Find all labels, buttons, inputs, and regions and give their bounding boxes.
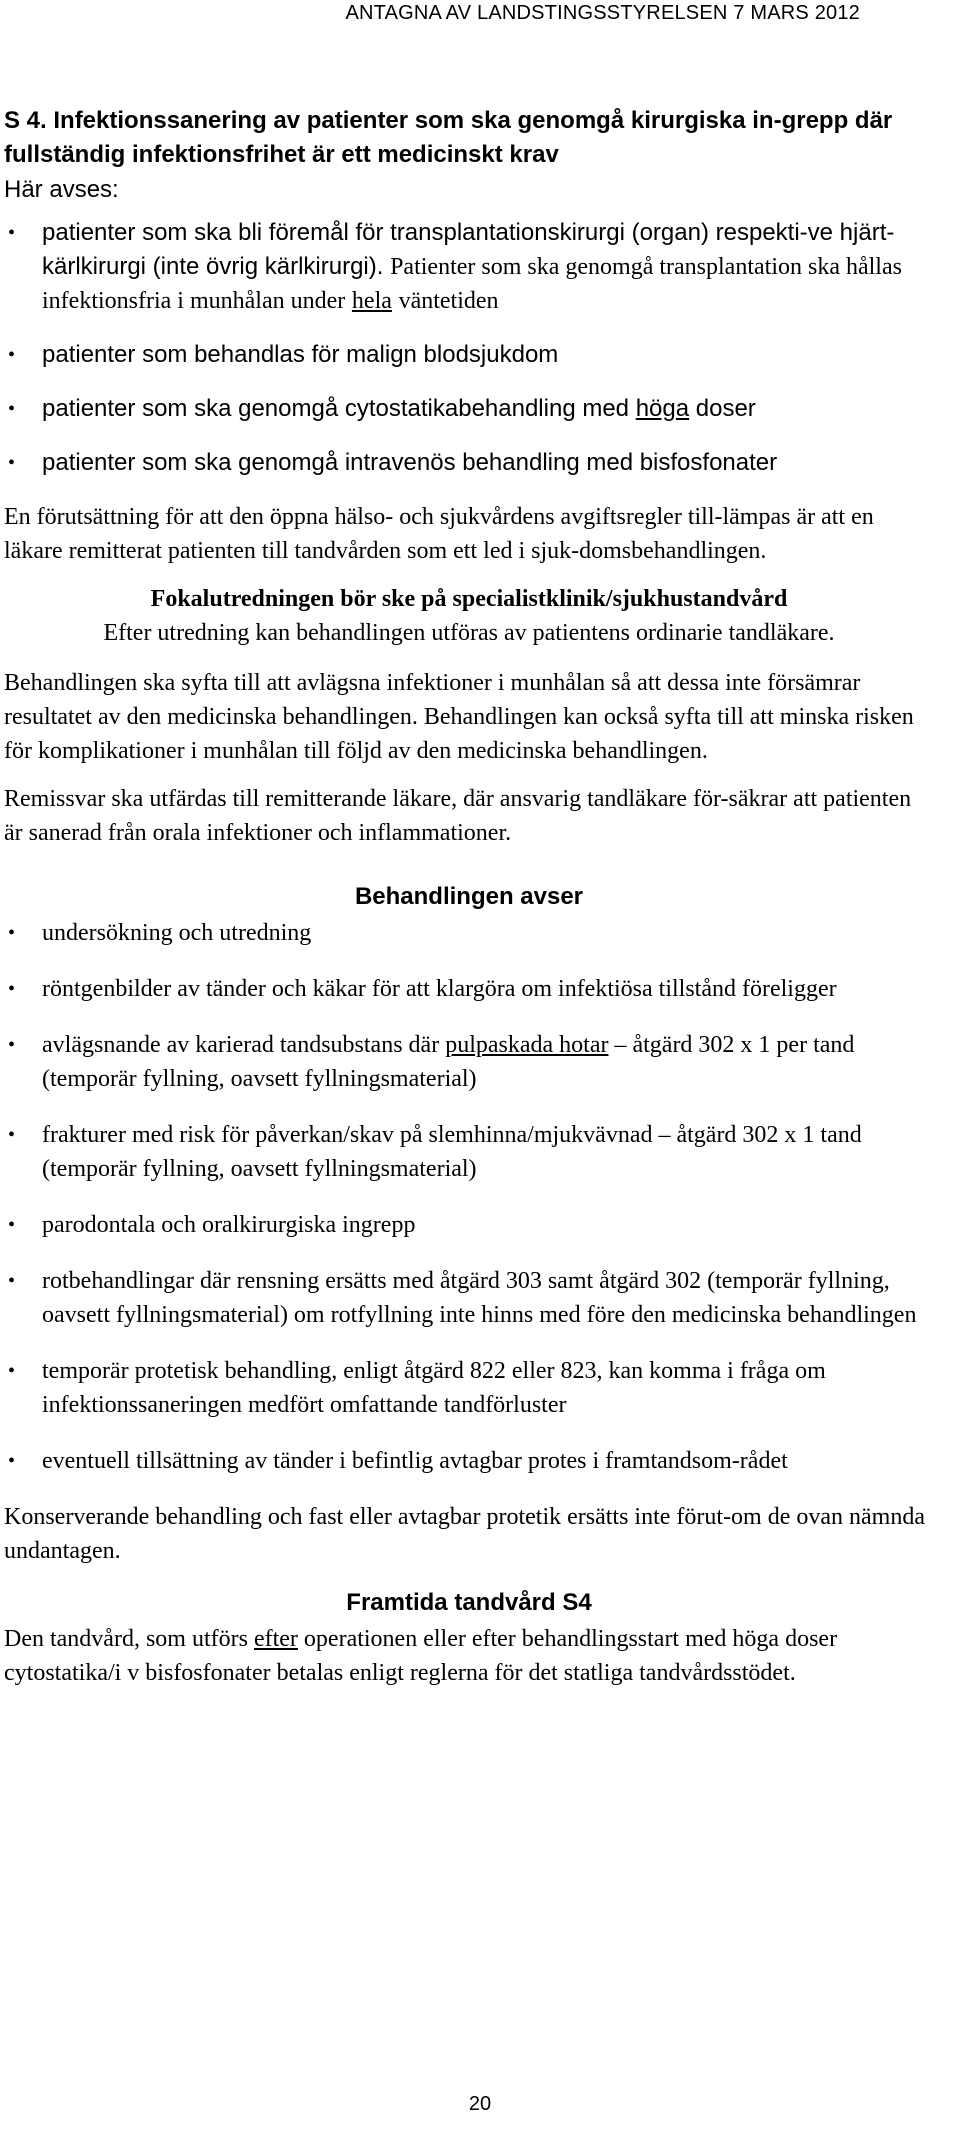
list-item (4, 1028, 934, 1096)
list-item (4, 916, 934, 950)
section-lead: Här avses: (4, 176, 119, 203)
list-item (4, 1118, 934, 1186)
list-item (4, 338, 934, 372)
patient-group-list (4, 216, 934, 480)
underlined-text: efter (253, 1626, 298, 1652)
list-item (4, 446, 934, 480)
list-item (4, 1354, 934, 1422)
page-content (4, 104, 934, 1704)
focal-text: Efter utredning kan behandlingen utföras av patientens ordinarie tandläkare. (103, 620, 835, 646)
item-text: eventuell tillsättning av tänder i befintlig avtagbar protes i framtandsom-rådet (42, 1448, 788, 1474)
page-number: 20 (468, 2093, 492, 2115)
item-text: avlägsnande av karierad tandsubstans där (42, 1032, 440, 1058)
item-text: doser (695, 395, 756, 422)
focal-title: Fokalutredningen bör ske på specialistklinik/sjukhustandvård (150, 586, 788, 612)
list-item (4, 1264, 934, 1332)
item-text: patienter som ska genomgå cytostatikabehandling med (42, 395, 630, 422)
paragraph: Remissvar ska utfärdas till remitterande läkare, där ansvarig tandläkare för-säkrar att patienten är sanerad från orala infektioner och inflammationer. (4, 786, 912, 846)
list-item (4, 1208, 934, 1242)
item-text: patienter som ska bli föremål för transplantationskirurgi (organ) respekti-ve hjärt-kärlkirurgi (inte övrig kärlkirurgi). (42, 219, 895, 280)
item-text: patienter som ska genomgå intravenös behandling med bisfosfonater (42, 449, 778, 476)
section-title: S 4. Infektionssanering av patienter som ska genomgå kirurgiska in-grepp där fullständig infektionsfrihet är ett medicinskt krav (4, 107, 893, 168)
future-text: Den tandvård, som utförs (4, 1626, 248, 1652)
treatment-list (4, 916, 934, 1478)
item-text: väntetiden (398, 288, 499, 314)
list-item (4, 1444, 934, 1478)
item-text: – åtgärd 302 x 1 per tand (temporär fyllning, oavsett fyllningsmaterial) (42, 1032, 855, 1092)
item-text: rotbehandlingar där rensning ersätts med åtgärd 303 samt åtgärd 302 (temporär fyllning, oavsett fyllningsmaterial) om rotfyllning inte hinns med före den medicinska behandlingen (42, 1268, 917, 1328)
item-text: parodontala och oralkirurgiska ingrepp (42, 1212, 416, 1238)
future-heading: Framtida tandvård S4 (346, 1589, 592, 1616)
item-text: undersökning och utredning (42, 920, 312, 946)
paragraph: En förutsättning för att den öppna hälso- och sjukvårdens avgiftsregler till-lämpas är att en läkare remitterat patienten till tandvården som ett led i sjuk-domsbehandlingen. (4, 504, 874, 564)
list-item (4, 972, 934, 1006)
item-text: röntgenbilder av tänder och käkar för att klargöra om infektiösa tillstånd föreligger (42, 976, 837, 1002)
item-text: frakturer med risk för påverkan/skav på slemhinna/mjukvävnad – åtgärd 302 x 1 tand (temporär fyllning, oavsett fyllningsmaterial) (42, 1122, 862, 1182)
paragraph: Behandlingen ska syfta till att avlägsna infektioner i munhålan så att dessa inte försämrar resultatet av den medicinska behandlingen. Behandlingen kan också syfta till att minska risken för komplikationer i munhålan till följd av den medicinska behandlingen. (4, 670, 914, 764)
underlined-text: pulpaskada hotar (445, 1032, 609, 1058)
underlined-text: hela (351, 288, 392, 314)
item-text: temporär protetisk behandling, enligt åtgärd 822 eller 823, kan komma i fråga om infektionssaneringen medfört omfattande tandförluster (42, 1358, 826, 1418)
future-text: operationen eller efter behandlingsstart med höga doser cytostatika/i v bisfosfonater betalas enligt reglerna för det statliga tandvårdsstödet. (4, 1626, 838, 1686)
future-paragraph (4, 1622, 934, 1690)
underlined-text: höga (635, 395, 690, 422)
list-item (4, 216, 934, 318)
page-header: ANTAGNA AV LANDSTINGSSTYRELSEN 7 MARS 2012 (345, 2, 860, 24)
item-text: Patienter som ska genomgå transplantation ska hållas infektionsfria i munhålan under (42, 254, 902, 314)
list-item (4, 392, 934, 426)
item-text: patienter som behandlas för malign blodsjukdom (42, 341, 559, 368)
treatment-heading: Behandlingen avser (354, 883, 584, 910)
closing-paragraph: Konserverande behandling och fast eller avtagbar protetik ersätts inte förut-om de ovan nämnda undantagen. (4, 1504, 925, 1564)
